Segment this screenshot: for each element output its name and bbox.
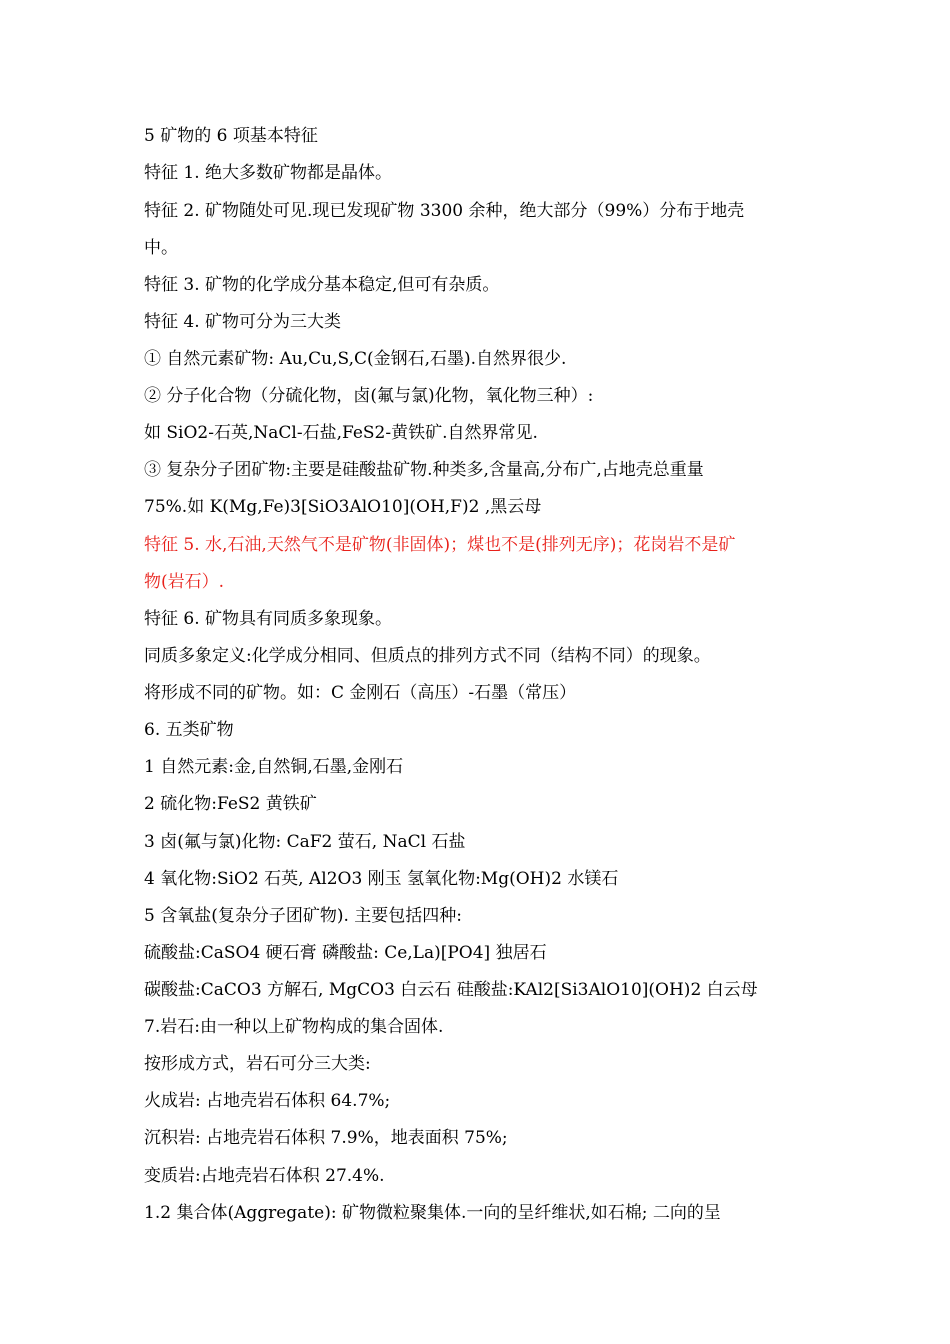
paragraph-line: ③ 复杂分子团矿物:主要是硅酸盐矿物.种类多,含量高,分布广,占地壳总重量	[144, 460, 704, 480]
paragraph-line: 按形成方式，岩石可分三大类:	[144, 1054, 371, 1074]
list-item: 沉积岩: 占地壳岩石体积 7.9%，地表面积 75%;	[144, 1128, 508, 1148]
paragraph-line: 将形成不同的矿物。如：C 金刚石（高压）-石墨（常压）	[144, 683, 577, 703]
paragraph-line: 特征 3. 矿物的化学成分基本稳定,但可有杂质。	[144, 275, 500, 295]
paragraph-line: 特征 1. 绝大多数矿物都是晶体。	[144, 163, 393, 183]
list-item: 2 硫化物:FeS2 黄铁矿	[144, 794, 317, 814]
paragraph-line: 碳酸盐:CaCO3 方解石, MgCO3 白云石 硅酸盐:KAl2[Si3AlO10](OH)2 白云母	[144, 980, 758, 1000]
paragraph-line: ② 分子化合物（分硫化物，卤(氟与氯)化物，氧化物三种）:	[144, 386, 594, 406]
paragraph-line: 75%.如 K(Mg,Fe)3[SiO3AlO10](OH,F)2 ,黑云母	[144, 497, 542, 517]
paragraph-line: 中。	[144, 238, 178, 258]
list-item: 3 卤(氟与氯)化物: CaF2 萤石, NaCl 石盐	[144, 832, 466, 852]
heading-mineral-features: 5 矿物的 6 项基本特征	[144, 126, 318, 146]
paragraph-line: 硫酸盐:CaSO4 硬石膏 磷酸盐: Ce,La)[PO4] 独居石	[144, 943, 547, 963]
paragraph-line: ① 自然元素矿物: Au,Cu,S,C(金钢石,石墨).自然界很少.	[144, 349, 567, 369]
list-item: 火成岩: 占地壳岩石体积 64.7%;	[144, 1091, 391, 1111]
paragraph-line: 特征 2. 矿物随处可见.现已发现矿物 3300 余种，绝大部分（99%）分布于地壳	[144, 201, 745, 221]
paragraph-line: 如 SiO2-石英,NaCl-石盐,FeS2-黄铁矿.自然界常见.	[144, 423, 538, 443]
paragraph-line: 同质多象定义:化学成分相同、但质点的排列方式不同（结构不同）的现象。	[144, 646, 711, 666]
paragraph-line: 特征 6. 矿物具有同质多象现象。	[144, 609, 393, 629]
heading-five-minerals: 6. 五类矿物	[144, 720, 234, 740]
paragraph-line: 1.2 集合体(Aggregate): 矿物微粒聚集体.一向的呈纤维状,如石棉; 二向的呈	[144, 1203, 721, 1223]
list-item: 5 含氧盐(复杂分子团矿物). 主要包括四种:	[144, 906, 463, 926]
list-item: 变质岩:占地壳岩石体积 27.4%.	[144, 1166, 385, 1186]
highlighted-line: 特征 5. 水,石油,天然气不是矿物(非固体)；煤也不是(排列无序)；花岗岩不是矿	[144, 535, 736, 555]
heading-rocks: 7.岩石:由一种以上矿物构成的集合固体.	[144, 1017, 444, 1037]
list-item: 1 自然元素:金,自然铜,石墨,金刚石	[144, 757, 404, 777]
paragraph-line: 特征 4. 矿物可分为三大类	[144, 312, 342, 332]
list-item: 4 氧化物:SiO2 石英, Al2O3 刚玉 氢氧化物:Mg(OH)2 水镁石	[144, 869, 619, 889]
highlighted-line: 物(岩石）.	[144, 572, 225, 592]
